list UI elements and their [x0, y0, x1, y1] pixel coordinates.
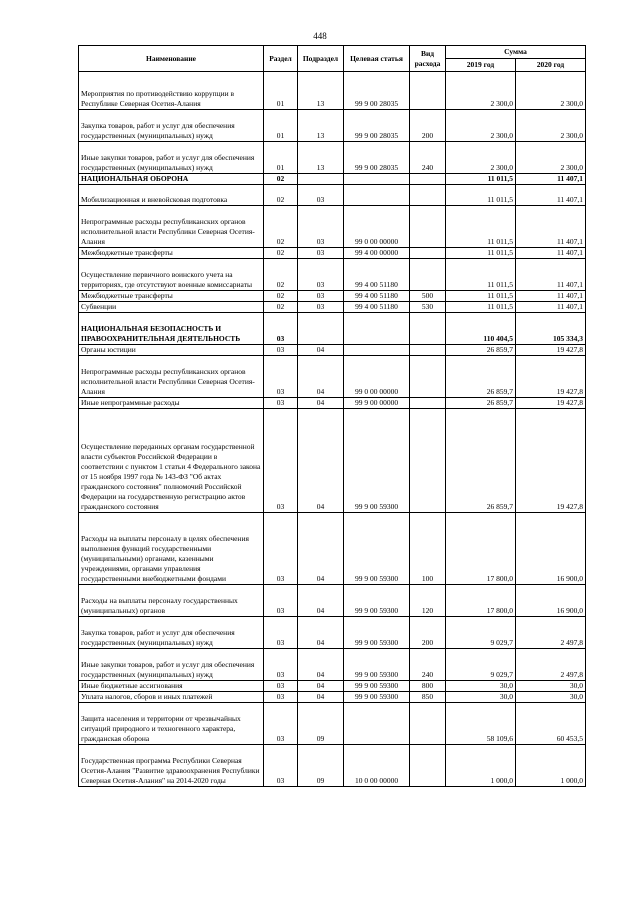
- row-sum-2019: 1 000,0: [446, 745, 516, 787]
- row-type: [410, 206, 446, 248]
- row-type: [410, 409, 446, 513]
- row-section: 01: [264, 142, 298, 174]
- table-row: [79, 356, 586, 398]
- row-sum-2019: 11 011,5: [446, 185, 516, 206]
- row-sum-2019: 30,0: [446, 692, 516, 703]
- row-subsection: 04: [298, 692, 344, 703]
- row-name: Закупка товаров, работ и услуг для обеспечения государственных (муниципальных) нужд: [79, 617, 264, 649]
- row-section: 02: [264, 291, 298, 302]
- row-name: НАЦИОНАЛЬНАЯ ОБОРОНА: [79, 174, 264, 185]
- row-target: 99 4 00 51180: [344, 259, 410, 291]
- row-target: 99 9 00 59300: [344, 617, 410, 649]
- row-target: 10 0 00 00000: [344, 745, 410, 787]
- row-name: Закупка товаров, работ и услуг для обеспечения государственных (муниципальных) нужд: [79, 110, 264, 142]
- table-row: [79, 703, 586, 745]
- header-year-2019: 2019 год: [446, 59, 516, 72]
- row-section: 02: [264, 185, 298, 206]
- row-type: [410, 72, 446, 110]
- table-row: [79, 345, 586, 356]
- row-name: Непрограммные расходы республиканских органов исполнительной власти Республики Северная Осетия-Алания: [79, 206, 264, 248]
- row-sum-2020: 11 407,1: [516, 185, 586, 206]
- table-row: [79, 259, 586, 291]
- row-target: 99 9 00 59300: [344, 649, 410, 681]
- row-name: Мобилизационная и вневойсковая подготовка: [79, 185, 264, 206]
- row-type: [410, 185, 446, 206]
- row-type: 800: [410, 681, 446, 692]
- row-target: [344, 185, 410, 206]
- row-subsection: 04: [298, 649, 344, 681]
- row-name: НАЦИОНАЛЬНАЯ БЕЗОПАСНОСТЬ И ПРАВООХРАНИТЕЛЬНАЯ ДЕЯТЕЛЬНОСТЬ: [79, 313, 264, 345]
- row-type: 120: [410, 585, 446, 617]
- row-type: 200: [410, 110, 446, 142]
- row-name: Иные закупки товаров, работ и услуг для обеспечения государственных (муниципальных) нужд: [79, 142, 264, 174]
- row-sum-2020: 19 427,8: [516, 398, 586, 409]
- row-sum-2019: 11 011,5: [446, 259, 516, 291]
- row-sum-2020: 2 300,0: [516, 110, 586, 142]
- page-number: 448: [313, 31, 327, 41]
- row-name: Межбюджетные трансферты: [79, 291, 264, 302]
- row-section: 03: [264, 409, 298, 513]
- row-type: 200: [410, 617, 446, 649]
- row-target: 99 9 00 28035: [344, 110, 410, 142]
- row-sum-2019: 2 300,0: [446, 110, 516, 142]
- row-name: Непрограммные расходы республиканских органов исполнительной власти Республики Северная Осетия-Алания: [79, 356, 264, 398]
- row-sum-2020: 16 900,0: [516, 513, 586, 585]
- table-row: [79, 72, 586, 110]
- row-name: Осуществление первичного воинского учета на территориях, где отсутствуют военные комиссариаты: [79, 259, 264, 291]
- row-type: [410, 398, 446, 409]
- table-row: [79, 692, 586, 703]
- row-target: 99 0 00 00000: [344, 206, 410, 248]
- row-type: [410, 356, 446, 398]
- row-type: 100: [410, 513, 446, 585]
- row-target: [344, 313, 410, 345]
- row-sum-2020: 11 407,1: [516, 302, 586, 313]
- table-row: [79, 585, 586, 617]
- table-row: [79, 681, 586, 692]
- row-sum-2020: 19 427,8: [516, 409, 586, 513]
- row-sum-2020: 1 000,0: [516, 745, 586, 787]
- row-section: 03: [264, 313, 298, 345]
- row-sum-2019: 58 109,6: [446, 703, 516, 745]
- row-sum-2019: 11 011,5: [446, 302, 516, 313]
- row-sum-2020: 19 427,8: [516, 345, 586, 356]
- row-target: 99 0 00 00000: [344, 356, 410, 398]
- row-subsection: 04: [298, 409, 344, 513]
- table-row: [79, 291, 586, 302]
- row-sum-2020: 11 407,1: [516, 174, 586, 185]
- row-type: 530: [410, 302, 446, 313]
- row-name: Уплата налогов, сборов и иных платежей: [79, 692, 264, 703]
- row-sum-2020: 16 900,0: [516, 585, 586, 617]
- row-section: 01: [264, 110, 298, 142]
- row-section: 02: [264, 206, 298, 248]
- row-sum-2020: 30,0: [516, 692, 586, 703]
- row-subsection: 04: [298, 617, 344, 649]
- header-type: Вид расхода: [410, 46, 446, 72]
- row-sum-2020: 2 497,8: [516, 617, 586, 649]
- row-subsection: 03: [298, 259, 344, 291]
- row-target: [344, 703, 410, 745]
- table-row: [79, 206, 586, 248]
- table-row: [79, 185, 586, 206]
- row-section: 03: [264, 681, 298, 692]
- row-target: 99 4 00 51180: [344, 291, 410, 302]
- row-target: 99 9 00 59300: [344, 681, 410, 692]
- row-subsection: 13: [298, 72, 344, 110]
- row-target: 99 9 00 59300: [344, 513, 410, 585]
- row-subsection: 03: [298, 291, 344, 302]
- row-section: 02: [264, 259, 298, 291]
- table-row: [79, 248, 586, 259]
- header-sum: Сумма: [446, 46, 586, 59]
- row-section: 02: [264, 302, 298, 313]
- row-target: [344, 345, 410, 356]
- row-sum-2019: 17 800,0: [446, 585, 516, 617]
- row-subsection: 13: [298, 142, 344, 174]
- row-sum-2020: 11 407,1: [516, 291, 586, 302]
- table-row: [79, 513, 586, 585]
- table-row: [79, 302, 586, 313]
- table-row: [79, 174, 586, 185]
- table-row: [79, 745, 586, 787]
- row-section: 03: [264, 703, 298, 745]
- table-row: [79, 617, 586, 649]
- row-sum-2020: 2 497,8: [516, 649, 586, 681]
- row-name: Иные закупки товаров, работ и услуг для обеспечения государственных (муниципальных) нужд: [79, 649, 264, 681]
- row-sum-2019: 26 859,7: [446, 409, 516, 513]
- row-sum-2019: 9 029,7: [446, 617, 516, 649]
- row-subsection: 03: [298, 185, 344, 206]
- row-section: 03: [264, 617, 298, 649]
- row-type: [410, 745, 446, 787]
- row-sum-2019: 26 859,7: [446, 356, 516, 398]
- row-target: 99 9 00 28035: [344, 142, 410, 174]
- table-row: [79, 398, 586, 409]
- row-target: 99 9 00 28035: [344, 72, 410, 110]
- row-sum-2019: 26 859,7: [446, 398, 516, 409]
- header-name: Наименование: [79, 46, 264, 72]
- row-type: [410, 174, 446, 185]
- row-subsection: 04: [298, 513, 344, 585]
- row-subsection: 04: [298, 356, 344, 398]
- row-sum-2019: 2 300,0: [446, 72, 516, 110]
- row-name: Субвенции: [79, 302, 264, 313]
- row-subsection: [298, 174, 344, 185]
- row-name: Расходы на выплаты персоналу в целях обеспечения выполнения функций государственными (муниципальными) органами, казенными учреждениями, органами управления государственными внебюджетными фондами: [79, 513, 264, 585]
- row-subsection: 09: [298, 745, 344, 787]
- row-name: Межбюджетные трансферты: [79, 248, 264, 259]
- table-row: [79, 313, 586, 345]
- row-section: 02: [264, 248, 298, 259]
- row-sum-2020: 11 407,1: [516, 248, 586, 259]
- row-type: [410, 345, 446, 356]
- row-subsection: 04: [298, 681, 344, 692]
- row-name: Защита населения и территории от чрезвычайных ситуаций природного и техногенного характера, гражданская оборона: [79, 703, 264, 745]
- row-subsection: 13: [298, 110, 344, 142]
- table-body: [79, 72, 586, 787]
- row-sum-2019: 11 011,5: [446, 291, 516, 302]
- row-target: 99 9 00 59300: [344, 692, 410, 703]
- header-target: Целевая статья: [344, 46, 410, 72]
- row-name: Мероприятия по противодействию коррупции в Республике Северная Осетия-Алания: [79, 72, 264, 110]
- row-sum-2020: 60 453,5: [516, 703, 586, 745]
- row-sum-2020: 2 300,0: [516, 72, 586, 110]
- row-name: Осуществление переданных органам государственной власти субъектов Российской Федерации в соответствии с пунктом 1 статьи 4 Федерального закона от 15 ноября 1997 года № 143-ФЗ "Об актах гражданского состояния" полномочий Российской Федерации на государственную регистрацию актов гражданского состояния: [79, 409, 264, 513]
- row-sum-2019: 11 011,5: [446, 174, 516, 185]
- table-row: [79, 142, 586, 174]
- row-subsection: [298, 313, 344, 345]
- row-name: Иные непрограммные расходы: [79, 398, 264, 409]
- row-sum-2019: 110 404,5: [446, 313, 516, 345]
- row-sum-2019: 11 011,5: [446, 248, 516, 259]
- row-sum-2019: 2 300,0: [446, 142, 516, 174]
- row-type: [410, 313, 446, 345]
- row-sum-2019: 30,0: [446, 681, 516, 692]
- row-section: 03: [264, 585, 298, 617]
- row-name: Иные бюджетные ассигнования: [79, 681, 264, 692]
- row-section: 01: [264, 72, 298, 110]
- row-target: 99 4 00 51180: [344, 302, 410, 313]
- row-section: 03: [264, 692, 298, 703]
- row-section: 03: [264, 356, 298, 398]
- row-section: 03: [264, 513, 298, 585]
- row-sum-2019: 26 859,7: [446, 345, 516, 356]
- row-sum-2020: 105 334,3: [516, 313, 586, 345]
- row-sum-2020: 30,0: [516, 681, 586, 692]
- row-type: [410, 259, 446, 291]
- row-sum-2019: 17 800,0: [446, 513, 516, 585]
- row-target: 99 9 00 59300: [344, 409, 410, 513]
- header-section: Раздел: [264, 46, 298, 72]
- row-type: [410, 703, 446, 745]
- table-row: [79, 110, 586, 142]
- row-sum-2019: 11 011,5: [446, 206, 516, 248]
- row-type: 240: [410, 142, 446, 174]
- row-name: Органы юстиции: [79, 345, 264, 356]
- row-type: 500: [410, 291, 446, 302]
- table-row: [79, 409, 586, 513]
- budget-table: [78, 45, 586, 787]
- row-type: 850: [410, 692, 446, 703]
- row-section: 03: [264, 345, 298, 356]
- row-target: 99 9 00 00000: [344, 398, 410, 409]
- row-subsection: 03: [298, 248, 344, 259]
- row-section: 03: [264, 745, 298, 787]
- header-year-2020: 2020 год: [516, 59, 586, 72]
- row-sum-2020: 19 427,8: [516, 356, 586, 398]
- row-subsection: 04: [298, 585, 344, 617]
- row-target: 99 9 00 59300: [344, 585, 410, 617]
- row-section: 03: [264, 398, 298, 409]
- row-target: [344, 174, 410, 185]
- row-type: 240: [410, 649, 446, 681]
- row-subsection: 04: [298, 398, 344, 409]
- row-sum-2019: 9 029,7: [446, 649, 516, 681]
- row-sum-2020: 2 300,0: [516, 142, 586, 174]
- row-section: 03: [264, 649, 298, 681]
- row-target: 99 4 00 00000: [344, 248, 410, 259]
- row-name: Расходы на выплаты персоналу государственных (муниципальных) органов: [79, 585, 264, 617]
- table-row: [79, 649, 586, 681]
- row-subsection: 09: [298, 703, 344, 745]
- row-type: [410, 248, 446, 259]
- row-subsection: 04: [298, 345, 344, 356]
- row-section: 02: [264, 174, 298, 185]
- row-subsection: 03: [298, 206, 344, 248]
- row-sum-2020: 11 407,1: [516, 259, 586, 291]
- row-name: Государственная программа Республики Северная Осетия-Алания "Развитие здравоохранения Республики Северная Осетия-Алания" на 2014-2020 годы: [79, 745, 264, 787]
- row-subsection: 03: [298, 302, 344, 313]
- header-subsection: Подраздел: [298, 46, 344, 72]
- row-sum-2020: 11 407,1: [516, 206, 586, 248]
